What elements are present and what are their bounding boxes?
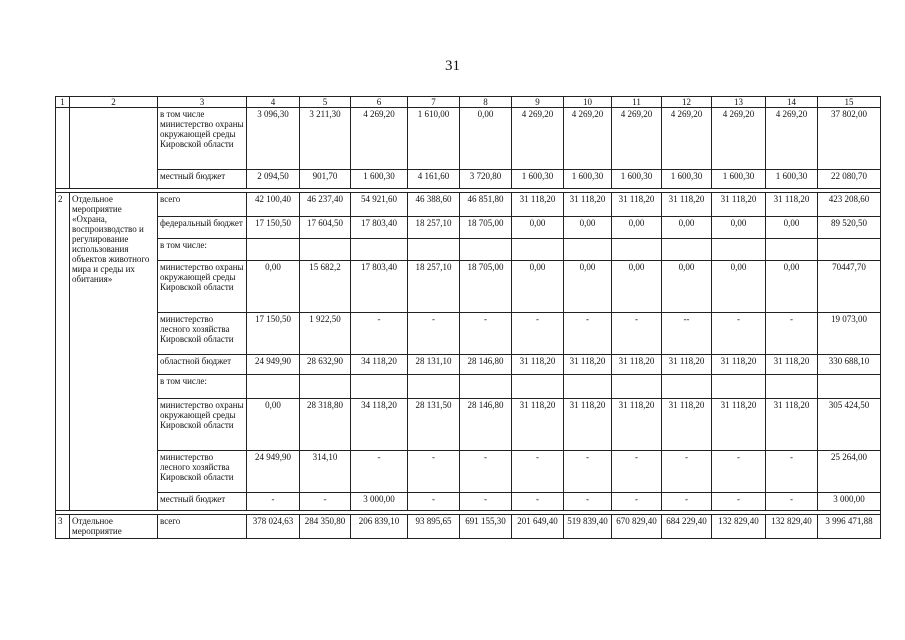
amount-cell: 132 829,40 xyxy=(766,515,818,539)
column-header: 13 xyxy=(712,97,766,108)
amount-cell: 31 118,20 xyxy=(612,355,662,375)
amount-cell xyxy=(300,375,351,399)
column-header: 12 xyxy=(662,97,712,108)
amount-cell: 1 600,30 xyxy=(564,170,612,189)
amount-cell xyxy=(712,239,766,261)
amount-cell: - xyxy=(712,493,766,511)
amount-cell: 34 118,20 xyxy=(351,355,408,375)
amount-cell: 0,00 xyxy=(612,261,662,313)
amount-cell: 206 839,10 xyxy=(351,515,408,539)
amount-cell: - xyxy=(460,313,512,355)
amount-cell: 1 600,30 xyxy=(612,170,662,189)
amount-cell: 31 118,20 xyxy=(766,355,818,375)
amount-cell xyxy=(564,239,612,261)
section-title xyxy=(70,108,158,189)
amount-cell: 28 146,80 xyxy=(460,399,512,451)
amount-cell: 34 118,20 xyxy=(351,399,408,451)
amount-cell: 28 131,50 xyxy=(408,399,460,451)
amount-cell: 24 949,90 xyxy=(247,355,300,375)
amount-cell: 132 829,40 xyxy=(712,515,766,539)
amount-cell xyxy=(766,375,818,399)
amount-cell: 378 024,63 xyxy=(247,515,300,539)
row-total-cell: 19 073,00 xyxy=(818,313,881,355)
amount-cell xyxy=(662,239,712,261)
amount-cell: - xyxy=(662,493,712,511)
table-row xyxy=(56,399,881,451)
amount-cell: 31 118,20 xyxy=(662,399,712,451)
column-header: 7 xyxy=(408,97,460,108)
table-row xyxy=(56,451,881,493)
row-total-cell: 423 208,60 xyxy=(818,193,881,217)
amount-cell: - xyxy=(712,313,766,355)
amount-cell: 670 829,40 xyxy=(612,515,662,539)
row-total-cell xyxy=(818,239,881,261)
amount-cell: - xyxy=(351,451,408,493)
amount-cell xyxy=(351,239,408,261)
amount-cell: 31 118,20 xyxy=(512,399,564,451)
page-number: 31 xyxy=(445,58,460,74)
amount-cell xyxy=(712,375,766,399)
amount-cell: 201 649,40 xyxy=(512,515,564,539)
amount-cell: 2 094,50 xyxy=(247,170,300,189)
amount-cell xyxy=(408,239,460,261)
amount-cell xyxy=(564,375,612,399)
amount-cell: 519 839,40 xyxy=(564,515,612,539)
amount-cell: - xyxy=(612,451,662,493)
amount-cell: 18 257,10 xyxy=(408,217,460,239)
amount-cell: 1 610,00 xyxy=(408,108,460,170)
amount-cell: 31 118,20 xyxy=(712,399,766,451)
amount-cell: 4 269,20 xyxy=(564,108,612,170)
amount-cell: - xyxy=(662,451,712,493)
funding-source-label: министерство охраны окружающей среды Кировской области xyxy=(158,261,247,313)
amount-cell xyxy=(766,239,818,261)
funding-source-label: министерство охраны окружающей среды Кировской области xyxy=(158,399,247,451)
row-total-cell: 25 264,00 xyxy=(818,451,881,493)
amount-cell: 31 118,20 xyxy=(712,193,766,217)
amount-cell: 1 600,30 xyxy=(662,170,712,189)
amount-cell: - xyxy=(408,313,460,355)
amount-cell xyxy=(662,375,712,399)
amount-cell: - xyxy=(766,451,818,493)
funding-source-label: всего xyxy=(158,193,247,217)
amount-cell: 0,00 xyxy=(712,217,766,239)
amount-cell: - xyxy=(247,493,300,511)
amount-cell xyxy=(408,375,460,399)
amount-cell: 0,00 xyxy=(512,217,564,239)
amount-cell: 0,00 xyxy=(612,217,662,239)
table-row xyxy=(56,313,881,355)
column-header: 9 xyxy=(512,97,564,108)
column-header: 14 xyxy=(766,97,818,108)
amount-cell: - xyxy=(612,313,662,355)
amount-cell: 3 211,30 xyxy=(300,108,351,170)
amount-cell: -- xyxy=(662,313,712,355)
amount-cell: 15 682,2 xyxy=(300,261,351,313)
amount-cell xyxy=(612,239,662,261)
amount-cell: 46 237,40 xyxy=(300,193,351,217)
amount-cell: - xyxy=(612,493,662,511)
amount-cell: 28 632,90 xyxy=(300,355,351,375)
row-total-cell xyxy=(818,375,881,399)
amount-cell: 0,00 xyxy=(662,261,712,313)
amount-cell: 4 161,60 xyxy=(408,170,460,189)
funding-source-label: местный бюджет xyxy=(158,493,247,511)
amount-cell: 684 229,40 xyxy=(662,515,712,539)
amount-cell: - xyxy=(460,493,512,511)
amount-cell: 31 118,20 xyxy=(564,399,612,451)
funding-source-label: в том числе: xyxy=(158,375,247,399)
column-header: 3 xyxy=(158,97,247,108)
amount-cell: - xyxy=(766,313,818,355)
column-header: 10 xyxy=(564,97,612,108)
amount-cell: 18 257,10 xyxy=(408,261,460,313)
amount-cell: 3 000,00 xyxy=(351,493,408,511)
amount-cell: 0,00 xyxy=(564,217,612,239)
amount-cell: 17 604,50 xyxy=(300,217,351,239)
amount-cell: 1 600,30 xyxy=(512,170,564,189)
amount-cell: 4 269,20 xyxy=(612,108,662,170)
amount-cell: - xyxy=(564,493,612,511)
amount-cell: 31 118,20 xyxy=(564,193,612,217)
amount-cell: 28 146,80 xyxy=(460,355,512,375)
amount-cell: 46 388,60 xyxy=(408,193,460,217)
row-total-cell: 70447,70 xyxy=(818,261,881,313)
table-row xyxy=(56,239,881,261)
column-header: 2 xyxy=(70,97,158,108)
amount-cell: 1 600,30 xyxy=(712,170,766,189)
amount-cell: 1 600,30 xyxy=(766,170,818,189)
amount-cell xyxy=(247,239,300,261)
header-row xyxy=(56,97,881,108)
column-header: 4 xyxy=(247,97,300,108)
section-title: Отдельное мероприятие «Охрана, воспроизводство и регулирование использования объектов животного мира и среды их обитания» xyxy=(70,193,158,511)
amount-cell: 31 118,20 xyxy=(564,355,612,375)
amount-cell: 17 803,40 xyxy=(351,217,408,239)
amount-cell: 4 269,20 xyxy=(712,108,766,170)
funding-source-label: министерство лесного хозяйства Кировской области xyxy=(158,313,247,355)
amount-cell: 284 350,80 xyxy=(300,515,351,539)
row-total-cell: 37 802,00 xyxy=(818,108,881,170)
amount-cell: 18 705,00 xyxy=(460,217,512,239)
table-row xyxy=(56,355,881,375)
amount-cell: 31 118,20 xyxy=(712,355,766,375)
amount-cell xyxy=(351,375,408,399)
amount-cell: 31 118,20 xyxy=(766,193,818,217)
amount-cell: 3 720,80 xyxy=(460,170,512,189)
amount-cell: - xyxy=(712,451,766,493)
column-header: 11 xyxy=(612,97,662,108)
amount-cell: 31 118,20 xyxy=(512,193,564,217)
budget-table xyxy=(55,96,881,539)
funding-source-label: всего xyxy=(158,515,247,539)
amount-cell: 17 150,50 xyxy=(247,313,300,355)
amount-cell xyxy=(247,375,300,399)
amount-cell: - xyxy=(460,451,512,493)
amount-cell: 24 949,90 xyxy=(247,451,300,493)
row-total-cell: 305 424,50 xyxy=(818,399,881,451)
table-row xyxy=(56,261,881,313)
amount-cell: 93 895,65 xyxy=(408,515,460,539)
amount-cell: 31 118,20 xyxy=(612,399,662,451)
table-row xyxy=(56,217,881,239)
funding-source-label: в том числе: xyxy=(158,239,247,261)
amount-cell xyxy=(460,239,512,261)
amount-cell: 42 100,40 xyxy=(247,193,300,217)
table-row xyxy=(56,515,881,539)
column-header: 6 xyxy=(351,97,408,108)
table-row xyxy=(56,375,881,399)
amount-cell: 54 921,60 xyxy=(351,193,408,217)
section-title: Отдельное мероприятие xyxy=(70,515,158,539)
amount-cell: 28 131,10 xyxy=(408,355,460,375)
funding-source-label: федеральный бюджет xyxy=(158,217,247,239)
amount-cell: 17 150,50 xyxy=(247,217,300,239)
amount-cell: 31 118,20 xyxy=(766,399,818,451)
section-number xyxy=(56,108,70,189)
table-row xyxy=(56,493,881,511)
amount-cell: 1 600,30 xyxy=(351,170,408,189)
amount-cell: 0,00 xyxy=(712,261,766,313)
amount-cell: 1 922,50 xyxy=(300,313,351,355)
column-header: 5 xyxy=(300,97,351,108)
amount-cell: - xyxy=(564,451,612,493)
amount-cell: - xyxy=(512,451,564,493)
amount-cell: 18 705,00 xyxy=(460,261,512,313)
amount-cell: 17 803,40 xyxy=(351,261,408,313)
column-header: 1 xyxy=(56,97,70,108)
row-total-cell: 22 080,70 xyxy=(818,170,881,189)
amount-cell: 691 155,30 xyxy=(460,515,512,539)
amount-cell: 0,00 xyxy=(512,261,564,313)
amount-cell: 46 851,80 xyxy=(460,193,512,217)
amount-cell: 0,00 xyxy=(247,261,300,313)
amount-cell: 314,10 xyxy=(300,451,351,493)
amount-cell xyxy=(512,239,564,261)
row-total-cell: 3 000,00 xyxy=(818,493,881,511)
funding-source-label: министерство лесного хозяйства Кировской области xyxy=(158,451,247,493)
table-row xyxy=(56,108,881,170)
column-header: 15 xyxy=(818,97,881,108)
amount-cell: 4 269,20 xyxy=(766,108,818,170)
amount-cell: 4 269,20 xyxy=(351,108,408,170)
table-row xyxy=(56,170,881,189)
amount-cell: 31 118,20 xyxy=(662,193,712,217)
amount-cell xyxy=(612,375,662,399)
amount-cell: 0,00 xyxy=(460,108,512,170)
amount-cell: 901,70 xyxy=(300,170,351,189)
amount-cell: - xyxy=(300,493,351,511)
section-number: 3 xyxy=(56,515,70,539)
amount-cell: 0,00 xyxy=(564,261,612,313)
amount-cell: - xyxy=(408,493,460,511)
funding-source-label: местный бюджет xyxy=(158,170,247,189)
amount-cell: 28 318,80 xyxy=(300,399,351,451)
funding-source-label: в том числе министерство охраны окружающей среды Кировской области xyxy=(158,108,247,170)
amount-cell: 31 118,20 xyxy=(662,355,712,375)
amount-cell: - xyxy=(512,313,564,355)
amount-cell: 0,00 xyxy=(766,217,818,239)
table-row xyxy=(56,193,881,217)
amount-cell: - xyxy=(766,493,818,511)
amount-cell: 0,00 xyxy=(247,399,300,451)
column-header: 8 xyxy=(460,97,512,108)
row-total-cell: 330 688,10 xyxy=(818,355,881,375)
amount-cell: - xyxy=(408,451,460,493)
amount-cell: 31 118,20 xyxy=(512,355,564,375)
amount-cell xyxy=(300,239,351,261)
amount-cell: - xyxy=(351,313,408,355)
amount-cell: 4 269,20 xyxy=(662,108,712,170)
amount-cell: - xyxy=(564,313,612,355)
amount-cell xyxy=(512,375,564,399)
funding-source-label: областной бюджет xyxy=(158,355,247,375)
amount-cell: 3 096,30 xyxy=(247,108,300,170)
row-total-cell: 89 520,50 xyxy=(818,217,881,239)
amount-cell: 0,00 xyxy=(662,217,712,239)
amount-cell: 4 269,20 xyxy=(512,108,564,170)
row-total-cell: 3 996 471,88 xyxy=(818,515,881,539)
amount-cell xyxy=(460,375,512,399)
amount-cell: - xyxy=(512,493,564,511)
section-number: 2 xyxy=(56,193,70,511)
amount-cell: 0,00 xyxy=(766,261,818,313)
amount-cell: 31 118,20 xyxy=(612,193,662,217)
